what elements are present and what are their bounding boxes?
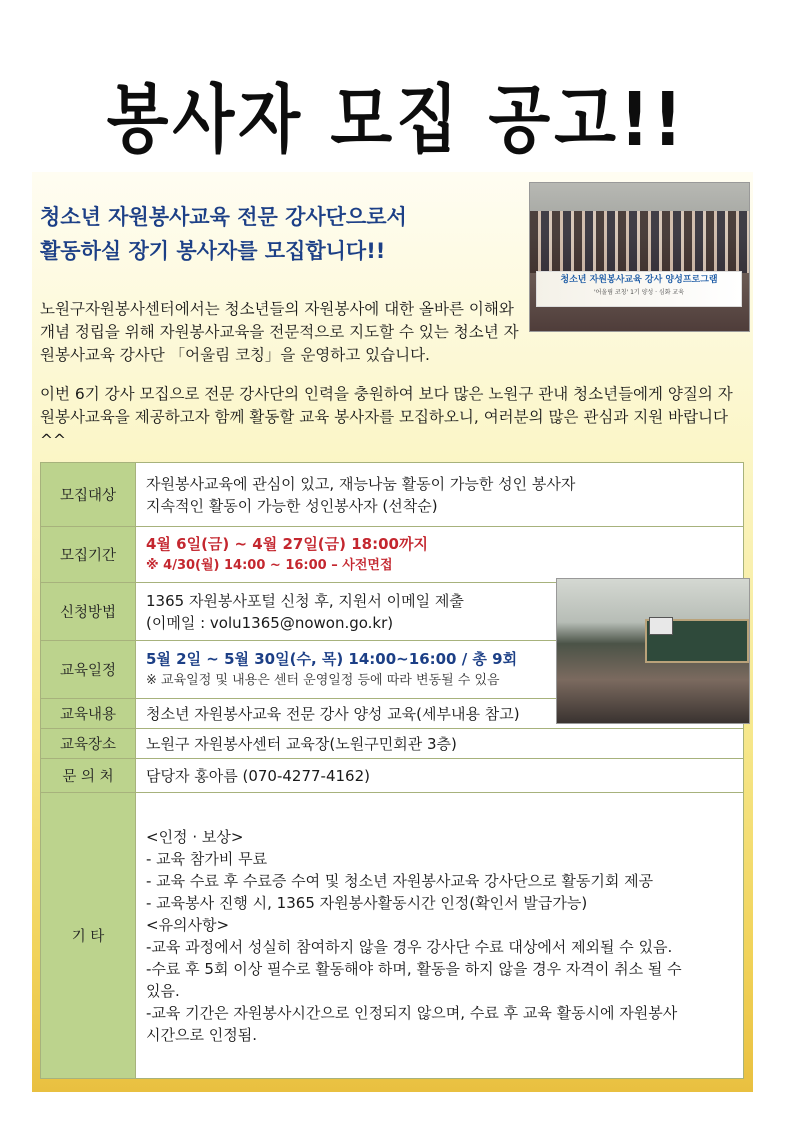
method-line-1: 1365 자원봉사포털 신청 후, 지원서 이메일 제출 — [146, 591, 464, 610]
label-schedule: 교육일정 — [41, 641, 136, 699]
period-line-1: 4월 6일(금) ~ 4월 27일(금) 18:00까지 — [146, 534, 428, 553]
group-people — [530, 211, 749, 273]
photo-banner-title: 청소년 자원봉사교육 강사 양성프로그램 — [560, 275, 718, 285]
table-row-target — [41, 463, 744, 527]
label-target: 모집대상 — [41, 463, 136, 527]
label-contact: 문 의 처 — [41, 759, 136, 793]
place-value: 노원구 자원봉사센터 교육장(노원구민회관 3층) — [136, 729, 744, 759]
table-row-period — [41, 527, 744, 583]
other-line: 있음. — [146, 981, 180, 1000]
label-place: 교육장소 — [41, 729, 136, 759]
label-content: 교육내용 — [41, 699, 136, 729]
contact-value: 담당자 홍아름 (070-4277-4162) — [136, 759, 744, 793]
schedule-note: ※ 교육일정 및 내용은 센터 운영일정 등에 따라 변동될 수 있음 — [146, 672, 500, 688]
recruitment-info-table — [40, 462, 744, 1079]
other-line: -교육 과정에서 성실히 참여하지 않을 경우 강사단 수료 대상에서 제외될 수 있음. — [146, 937, 673, 956]
label-other: 기 타 — [41, 793, 136, 1079]
other-line: -수료 후 5회 이상 필수로 활동해야 하며, 활동을 하지 않을 경우 자격이 취소 될 수 — [146, 959, 682, 978]
headline-line-2: 활동하실 장기 봉사자를 모집합니다!! — [40, 239, 386, 263]
method-email[interactable]: (이메일 : volu1365@nowon.go.kr) — [146, 613, 394, 632]
label-method: 신청방법 — [41, 583, 136, 641]
table-row-place — [41, 729, 744, 759]
other-line: <인정 · 보상> — [146, 827, 244, 846]
intro-paragraph-2: 이번 6기 강사 모집으로 전문 강사단의 인력을 충원하여 보다 많은 노원구 관내 청소년들에게 양질의 자원봉사교육을 제공하고자 함께 활동할 교육 봉사자를 모집하오니, 여러분의 많은 관심과 지원 바랍니다^^ — [40, 385, 733, 449]
headline — [40, 200, 520, 268]
page-title: 봉사자 모집 공고!! — [106, 78, 687, 164]
photo-banner-subtitle: '어울림 코칭' 1기 양성 · 심화 교육 — [593, 289, 685, 296]
target-line-2: 지속적인 활동이 가능한 성인봉사자 (선착순) — [146, 496, 438, 515]
table-row-contact — [41, 759, 744, 793]
headline-line-1: 청소년 자원봉사교육 전문 강사단으로서 — [40, 205, 407, 229]
other-line: - 교육 참가비 무료 — [146, 849, 268, 868]
intro-paragraph-1: 노원구자원봉사센터에서는 청소년들의 자원봉사에 대한 올바른 이해와 개념 정립을 위해 자원봉사교육을 전문적으로 지도할 수 있는 청소년 자원봉사교육 강사단 「어울림 코칭」을 운영하고 있습니다. — [40, 300, 519, 364]
period-interview-note: ※ 4/30(월) 14:00 ~ 16:00 – 사전면접 — [146, 557, 393, 573]
classroom-screen — [649, 617, 673, 635]
other-line: - 교육봉사 진행 시, 1365 자원봉사활동시간 인정(확인서 발급가능) — [146, 893, 588, 912]
intro-text — [40, 298, 740, 468]
table-row-other — [41, 793, 744, 1079]
other-line: 시간으로 인정됨. — [146, 1025, 257, 1044]
schedule-line-1: 5월 2일 ~ 5월 30일(수, 목) 14:00~16:00 / 총 9회 — [146, 649, 518, 668]
other-line: <유의사항> — [146, 915, 230, 934]
other-line: -교육 기간은 자원봉사시간으로 인정되지 않으며, 수료 후 교육 활동시에 자원봉사 — [146, 1003, 678, 1022]
target-line-1: 자원봉사교육에 관심이 있고, 재능나눔 활동이 가능한 성인 봉사자 — [146, 474, 576, 493]
label-period: 모집기간 — [41, 527, 136, 583]
classroom-photo — [556, 578, 750, 724]
content-value: 청소년 자원봉사교육 전문 강사 양성 교육(세부내용 참고) — [136, 699, 744, 729]
other-line: - 교육 수료 후 수료증 수여 및 청소년 자원봉사교육 강사단으로 활동기회 제공 — [146, 871, 654, 890]
